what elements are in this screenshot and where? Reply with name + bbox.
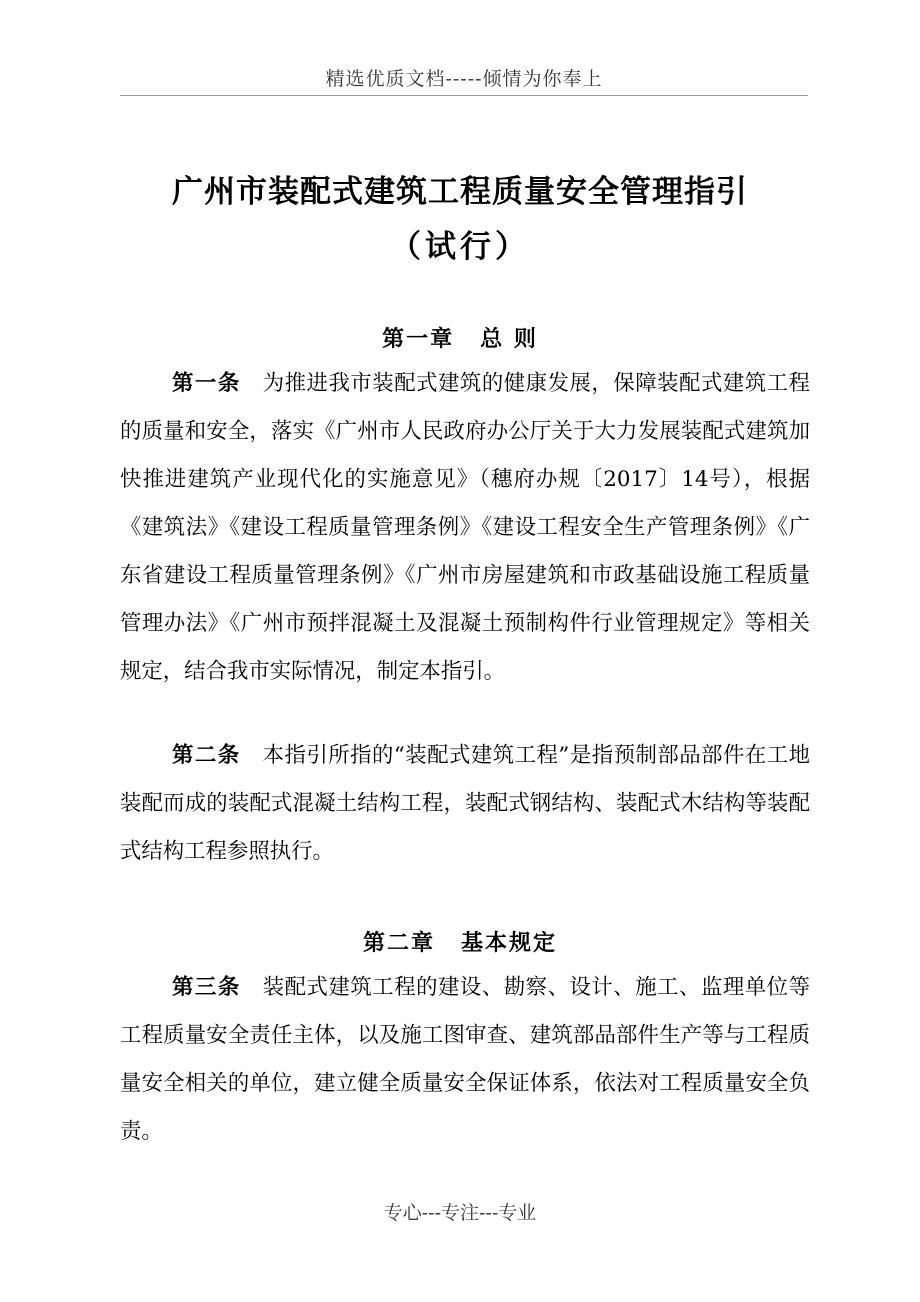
document-subtitle: （试行） (390, 229, 530, 265)
article-text: 为推进我市装配式建筑的健康发展，保障装配式建筑工程的质量和安全，落实《广州市人民政府办公厅关于大力发展装配式建筑加快推进建筑产业现代化的实施意见》（穗府办规〔2017〕14号），根据《建筑法》《建设工程质量管理条例》《建设工程安全生产管理条例》《广东省建设工程质量管理条例》《广州市房屋建筑和市政基础设施工程质量管理办法》《广州市预拌混凝土及混凝土预制构件行业管理规定》等相关规定，结合我市实际情况，制定本指引。 (120, 371, 810, 684)
article-label: 第二条 (172, 743, 241, 768)
page-footer: 专心---专注---专业 (383, 1202, 537, 1224)
page-header: 精选优质文档-----倾情为你奉上 (325, 68, 603, 90)
chapter-name: 总 则 (480, 327, 538, 352)
article-text: 本指引所指的“装配式建筑工程”是指预制部品部件在工地装配而成的装配式混凝土结构工程，装配式钢结构、装配式木结构等装配式结构工程参照执行。 (120, 743, 810, 864)
article-1 (120, 360, 810, 696)
chapter-number: 第一章 (382, 327, 455, 352)
chapter-name: 基本规定 (461, 931, 558, 956)
chapter-number: 第二章 (362, 931, 435, 956)
article-2 (120, 732, 810, 876)
chapter-2-heading (100, 926, 820, 957)
document-title: 广州市装配式建筑工程质量安全管理指引 (172, 174, 748, 210)
article-text: 装配式建筑工程的建设、勘察、设计、施工、监理单位等工程质量安全责任主体，以及施工图审查、建筑部品部件生产等与工程质量安全相关的单位，建立健全质量安全保证体系，依法对工程质量安全负责。 (120, 975, 810, 1144)
article-3 (120, 964, 810, 1156)
chapter-1-heading (100, 322, 820, 353)
article-label: 第一条 (172, 371, 241, 396)
article-label: 第三条 (172, 975, 241, 1000)
header-divider (120, 95, 808, 96)
